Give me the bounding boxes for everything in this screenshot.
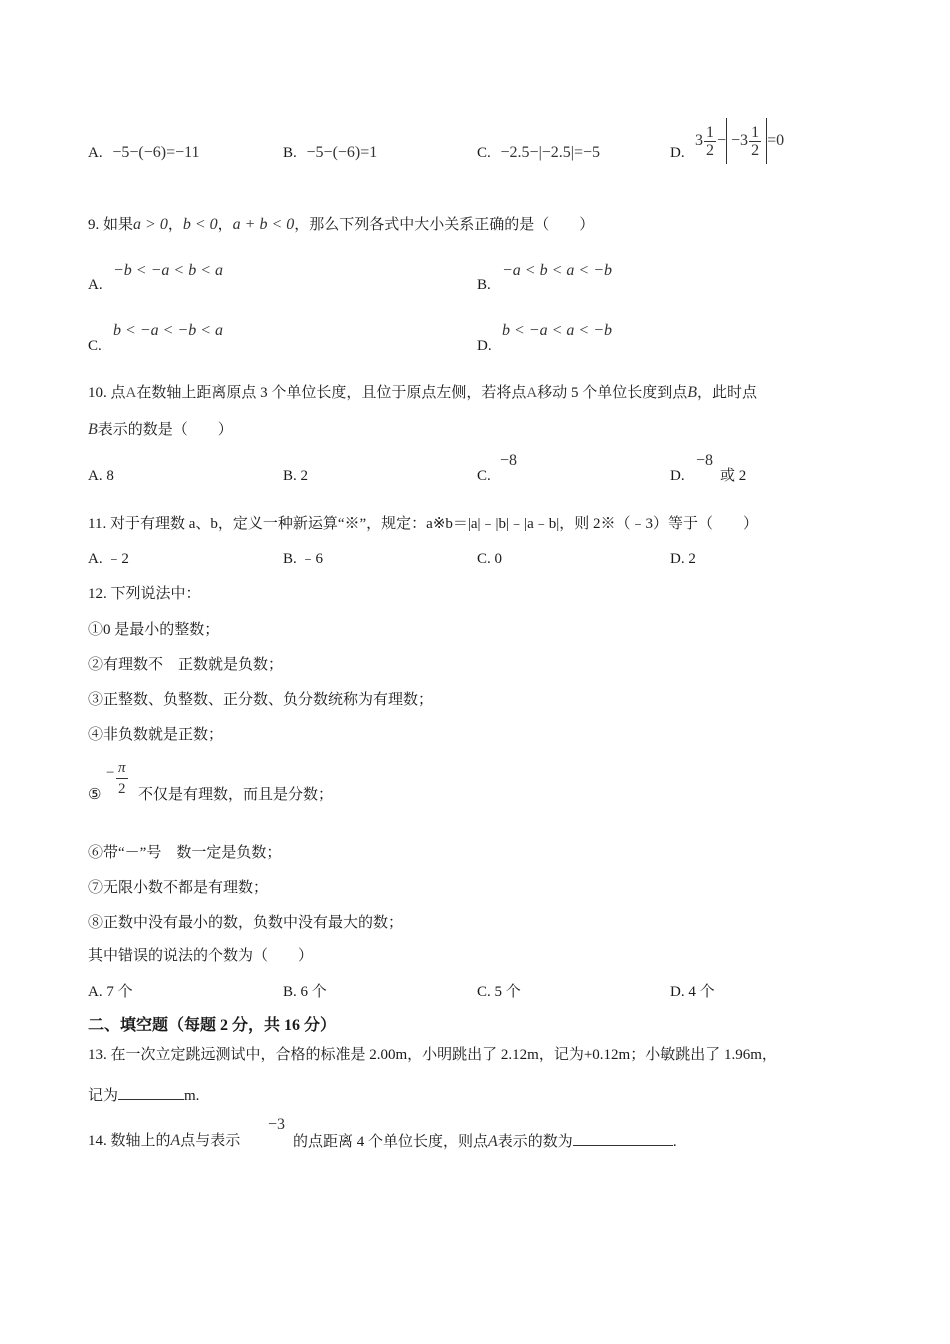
q9-option-d-expr: b < −a < a < −b [502, 322, 612, 339]
q12-statement-2: ②有理数不 正数就是负数； [88, 657, 284, 673]
q12-statement-8: ⑧正数中没有最小的数，负数中没有最大的数； [88, 915, 404, 931]
q14-stem-part1: 14. 数轴上的A点与表示 [88, 1132, 241, 1149]
q8-option-c [477, 143, 600, 163]
q8-expr-c: −2.5−|−2.5|=−5 [500, 144, 601, 161]
q12-statement-1: ①0 是最小的整数； [88, 622, 220, 638]
q9-option-a-label: A. [88, 277, 103, 293]
option-label: B. [283, 145, 297, 161]
section-title: 二、填空题（每题 2 分，共 16 分） [88, 1017, 337, 1034]
q14-expr: −3 [268, 1116, 286, 1133]
q12-statement-5-fraction: π 2 [118, 760, 126, 797]
q9-option-c-label: C. [88, 338, 102, 354]
q11-option-b: B. ﹣6 [283, 551, 324, 567]
q8-option-b [283, 143, 377, 163]
q12-statement-5-label: ⑤ [88, 787, 102, 803]
q13-line1: 13. 在一次立定跳远测试中，合格的标准是 2.00m，小明跳出了 2.12m，记为+0.12m；小敏跳出了 1.96m， [88, 1047, 777, 1063]
q12-statement-4: ④非负数就是正数； [88, 727, 224, 743]
q12-option-c: C. 5 个 [477, 984, 521, 1000]
q12-option-b: B. 6 个 [283, 984, 327, 1000]
q12-statement-7: ⑦无限小数不都是有理数； [88, 880, 269, 896]
q12-question: 其中错误的说法的个数为（ ） [88, 948, 314, 964]
q12-option-d: D. 4 个 [670, 984, 715, 1000]
q10-option-c-expr: −8 [500, 452, 518, 469]
q8-expr-b: −5−(−6)=1 [306, 144, 378, 161]
q9-option-b-label: B. [477, 277, 491, 293]
q10-option-b: B. 2 [283, 468, 309, 484]
q10-stem-line1: 10. 点A在数轴上距离原点 3 个单位长度，且位于原点左侧，若将点A移动 5 个单位长度到点B，此时点 [88, 384, 758, 401]
q9-option-b-expr: −a < b < a < −b [502, 262, 612, 279]
q12-statement-5-text: 不仅是有理数，而且是分数； [138, 787, 334, 803]
q12-statement-6: ⑥带“－”号 数一定是负数； [88, 845, 282, 861]
q8-option-a [88, 143, 200, 163]
q10-option-c-label: C. [477, 468, 491, 484]
q10-option-d-suffix: 或 2 [720, 468, 747, 484]
q14-stem-part2: 的点距离 4 个单位长度，则点A表示的数为 . [293, 1133, 677, 1150]
option-label: A. [88, 145, 103, 161]
q13-line2: 记为 m. [88, 1085, 199, 1106]
q11-stem: 11. 对于有理数 a、b，定义一种新运算“※”，规定：a※b＝|a|﹣|b|﹣|a﹣b|，则 2※（﹣3）等于（ ） [88, 516, 758, 532]
fraction: $\frac{1}{2}$ [706, 123, 714, 159]
q10-option-a: A. 8 [88, 468, 114, 484]
q11-option-a: A. ﹣2 [88, 551, 129, 567]
option-label: C. [477, 145, 491, 161]
q12-stem: 12. 下列说法中： [88, 586, 201, 602]
q9-stem: 9. 如果a > 0，b < 0，a + b < 0，那么下列各式中大小关系正确的是（ ） [88, 216, 595, 233]
q10-option-d-label: D. [670, 468, 685, 484]
q10-stem-line2: B表示的数是（ ） [88, 421, 233, 438]
q8-option-d-label: D. [670, 145, 685, 161]
q11-option-c: C. 0 [477, 551, 503, 567]
q10-option-d-expr: −8 [696, 452, 714, 469]
q9-option-a-expr: −b < −a < b < a [113, 262, 223, 279]
q8-expr-a: −5−(−6)=−11 [112, 144, 200, 161]
q12-statement-3: ③正整数、负整数、正分数、负分数统称为有理数； [88, 692, 434, 708]
answer-blank[interactable] [573, 1131, 673, 1146]
q11-option-d: D. 2 [670, 551, 696, 567]
answer-blank[interactable] [118, 1085, 184, 1100]
q9-option-c-expr: b < −a < −b < a [113, 322, 223, 339]
absolute-value: −3 $\frac{1}{2}$ [726, 118, 767, 164]
q12-option-a: A. 7 个 [88, 984, 133, 1000]
q9-option-d-label: D. [477, 338, 492, 354]
q8-expr-d: 3 $\frac{1}{2}$ − −3 $\frac{1}{2}$ =0 [695, 116, 784, 166]
q12-statement-5-neg: − [106, 765, 115, 781]
